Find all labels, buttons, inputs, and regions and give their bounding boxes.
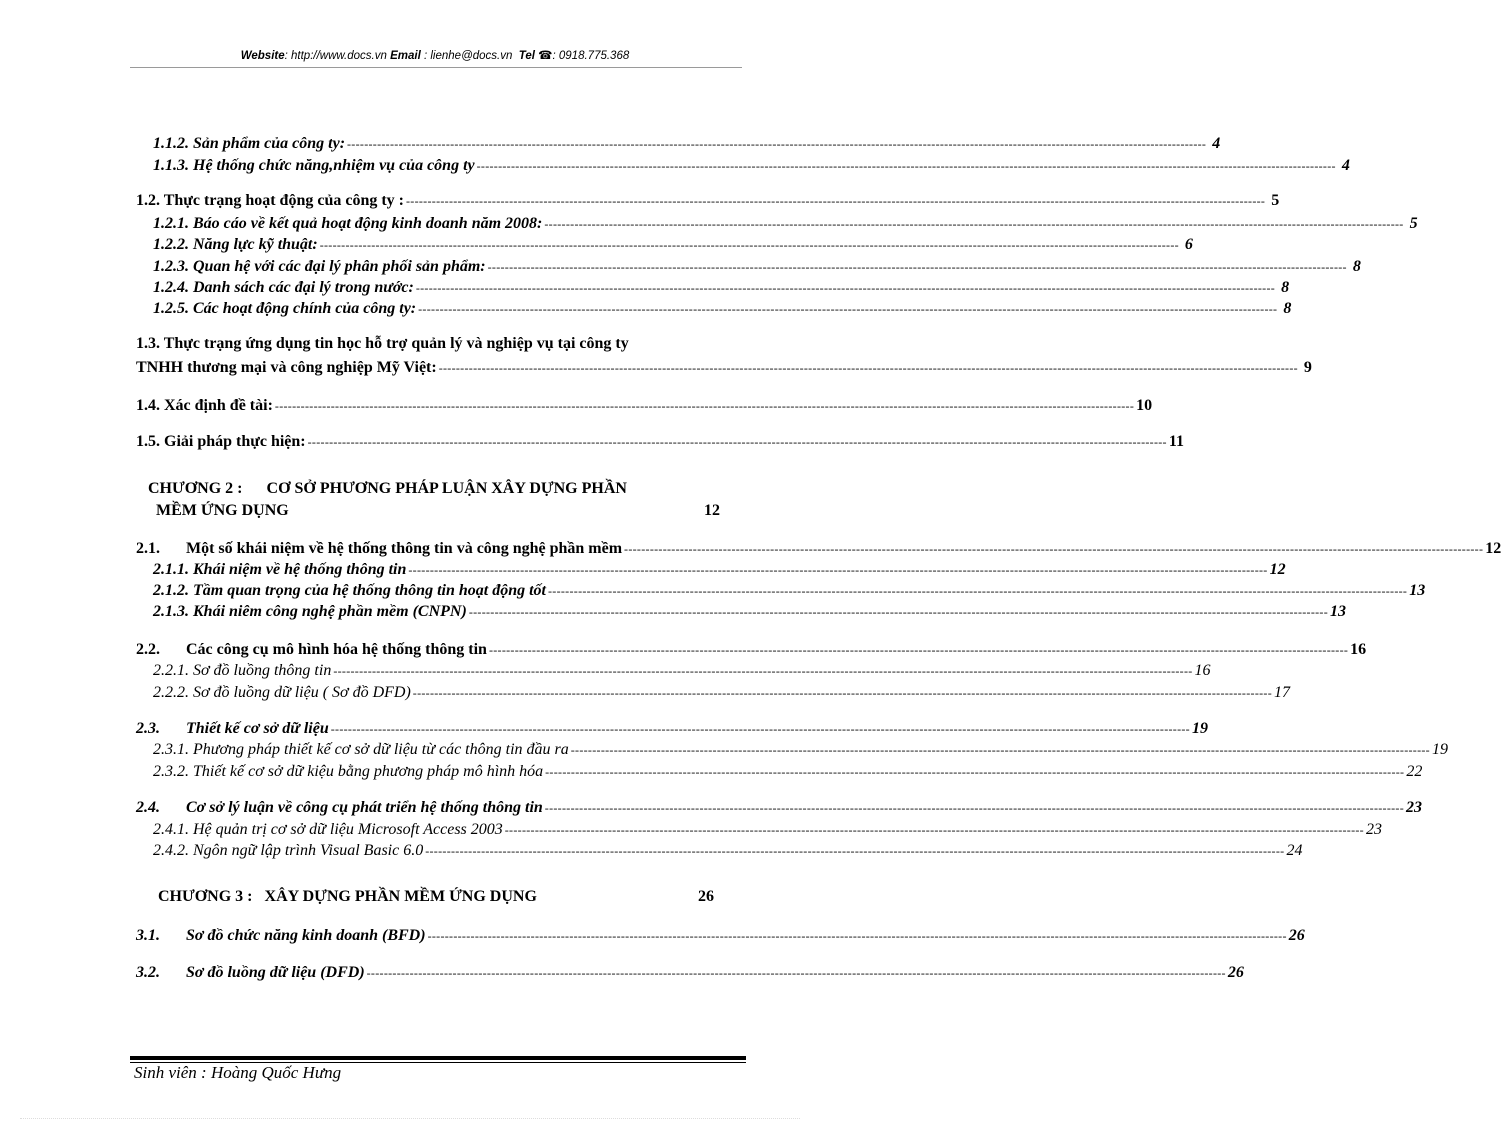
dot-leader: -------------------------------------------------------------------------------------------------------------------------------------------------------------------------------------------------------- xyxy=(412,686,1272,700)
dot-leader: -------------------------------------------------------------------------------------------------------------------------------------------------------------------------------------------------------- xyxy=(406,194,1266,208)
dot-leader: -------------------------------------------------------------------------------------------------------------------------------------------------------------------------------------------------------- xyxy=(415,281,1276,295)
toc-entry: 1.4. Xác định đề tài: -------------------------------------------------------------------------------------------------------------------------------------------------------------------------------------------------------- 10 xyxy=(136,397,1153,414)
website-value: : http://www.docs.vn xyxy=(284,50,387,62)
toc-entry: 1.2.4. Danh sách các đại lý trong nước: -------------------------------------------------------------------------------------------------------------------------------------------------------------------------------------------------------- 8 xyxy=(153,279,1290,296)
header-rule xyxy=(130,67,742,68)
email-value: : lienhe@docs.vn xyxy=(423,50,513,62)
toc-entry-line1: 1.3. Thực trạng ứng dụng tin học hỗ trợ quản lý và nghiệp vụ tại công ty xyxy=(136,335,629,352)
dot-leader: -------------------------------------------------------------------------------------------------------------------------------------------------------------------------------------------------------- xyxy=(468,605,1329,619)
dot-leader: -------------------------------------------------------------------------------------------------------------------------------------------------------------------------------------------------------- xyxy=(476,159,1336,173)
toc-entry: 2.2. Các công cụ mô hình hóa hệ thống thông tin -------------------------------------------------------------------------------------------------------------------------------------------------------------------------------------------------------- 16 xyxy=(136,641,1367,658)
toc-entry: 3.2. Sơ đồ luồng dữ liệu (DFD) -------------------------------------------------------------------------------------------------------------------------------------------------------------------------------------------------------- 26 xyxy=(136,964,1244,981)
dot-leader: -------------------------------------------------------------------------------------------------------------------------------------------------------------------------------------------------------- xyxy=(427,929,1287,943)
chapter-page: 26 xyxy=(698,888,714,905)
toc-entry: 1.2.5. Các hoạt động chính của công ty: -------------------------------------------------------------------------------------------------------------------------------------------------------------------------------------------------------- 8 xyxy=(153,300,1292,317)
toc-entry: 2.2.2. Sơ đồ luồng dữ liệu ( Sơ đồ DFD) -------------------------------------------------------------------------------------------------------------------------------------------------------------------------------------------------------- 17 xyxy=(153,684,1290,701)
page-header xyxy=(130,48,740,62)
dot-leader: -------------------------------------------------------------------------------------------------------------------------------------------------------------------------------------------------------- xyxy=(504,823,1364,837)
toc-entry: 2.1.3. Khái niêm công nghệ phần mềm (CNPN) -------------------------------------------------------------------------------------------------------------------------------------------------------------------------------------------------------- 13 xyxy=(153,603,1347,620)
dot-leader: -------------------------------------------------------------------------------------------------------------------------------------------------------------------------------------------------------- xyxy=(274,399,1135,413)
dot-leader: -------------------------------------------------------------------------------------------------------------------------------------------------------------------------------------------------------- xyxy=(624,542,1484,556)
chapter-heading: CHƯƠNG 2 : CƠ SỞ PHƯƠNG PHÁP LUẬN XÂY DỰNG PHẦN xyxy=(148,480,627,497)
tel-value: : 0918.775.368 xyxy=(552,50,630,62)
toc-entry-line2: TNHH thương mại và công nghiệp Mỹ Việt: -------------------------------------------------------------------------------------------------------------------------------------------------------------------------------------------------------- 9 xyxy=(136,359,1312,376)
dot-leader: -------------------------------------------------------------------------------------------------------------------------------------------------------------------------------------------------------- xyxy=(425,844,1285,858)
toc-entry: 2.3.1. Phương pháp thiết kế cơ sở dữ liệu từ các thông tin đầu ra -------------------------------------------------------------------------------------------------------------------------------------------------------------------------------------------------------- 19 xyxy=(153,741,1448,758)
toc-entry: 1.5. Giải pháp thực hiện: -------------------------------------------------------------------------------------------------------------------------------------------------------------------------------------------------------- 11 xyxy=(136,433,1184,450)
dot-leader: -------------------------------------------------------------------------------------------------------------------------------------------------------------------------------------------------------- xyxy=(570,743,1430,757)
toc-entry: 2.1. Một số khái niệm về hệ thống thông tin và công nghệ phần mềm -------------------------------------------------------------------------------------------------------------------------------------------------------------------------------------------------------- 12 xyxy=(136,540,1501,557)
dot-leader: -------------------------------------------------------------------------------------------------------------------------------------------------------------------------------------------------------- xyxy=(333,664,1193,678)
toc-entry: 3.1. Sơ đồ chức năng kinh doanh (BFD) -------------------------------------------------------------------------------------------------------------------------------------------------------------------------------------------------------- 26 xyxy=(136,927,1305,944)
chapter-heading-line2: MỀM ỨNG DỤNG xyxy=(156,502,289,519)
dot-leader: -------------------------------------------------------------------------------------------------------------------------------------------------------------------------------------------------------- xyxy=(319,238,1179,252)
dot-leader: -------------------------------------------------------------------------------------------------------------------------------------------------------------------------------------------------------- xyxy=(488,643,1349,657)
toc-entry: 2.1.1. Khái niệm về hệ thống thông tin -------------------------------------------------------------------------------------------------------------------------------------------------------------------------------------------------------- 12 xyxy=(153,561,1286,578)
toc-entry: 2.2.1. Sơ đồ luồng thông tin -------------------------------------------------------------------------------------------------------------------------------------------------------------------------------------------------------- 16 xyxy=(153,662,1211,679)
dot-leader: -------------------------------------------------------------------------------------------------------------------------------------------------------------------------------------------------------- xyxy=(548,584,1408,598)
dot-leader: -------------------------------------------------------------------------------------------------------------------------------------------------------------------------------------------------------- xyxy=(544,217,1404,231)
toc-entry: 1.1.3. Hệ thống chức năng,nhiệm vụ của công ty -------------------------------------------------------------------------------------------------------------------------------------------------------------------------------------------------------- 4 xyxy=(153,157,1350,174)
dot-leader: -------------------------------------------------------------------------------------------------------------------------------------------------------------------------------------------------------- xyxy=(487,260,1347,274)
phone-icon: ☎ xyxy=(538,50,553,62)
chapter-heading: CHƯƠNG 3 : XÂY DỰNG PHẦN MỀM ỨNG DỤNG xyxy=(158,888,537,905)
dot-leader: -------------------------------------------------------------------------------------------------------------------------------------------------------------------------------------------------------- xyxy=(545,765,1405,779)
toc-entry: 2.4.1. Hệ quản trị cơ sở dữ liệu Microsoft Access 2003 -------------------------------------------------------------------------------------------------------------------------------------------------------------------------------------------------------- 23 xyxy=(153,821,1382,838)
dot-leader: -------------------------------------------------------------------------------------------------------------------------------------------------------------------------------------------------------- xyxy=(330,722,1190,736)
dot-leader: -------------------------------------------------------------------------------------------------------------------------------------------------------------------------------------------------------- xyxy=(307,435,1167,449)
dot-leader: -------------------------------------------------------------------------------------------------------------------------------------------------------------------------------------------------------- xyxy=(438,361,1298,375)
toc-entry: 1.2.3. Quan hệ với các đại lý phân phối sản phẩm: -------------------------------------------------------------------------------------------------------------------------------------------------------------------------------------------------------- 8 xyxy=(153,258,1361,275)
dot-leader: -------------------------------------------------------------------------------------------------------------------------------------------------------------------------------------------------------- xyxy=(544,801,1405,815)
tel-label: Tel xyxy=(518,50,535,62)
toc-entry: 2.1.2. Tầm quan trọng của hệ thống thông tin hoạt động tốt -------------------------------------------------------------------------------------------------------------------------------------------------------------------------------------------------------- 13 xyxy=(153,582,1426,599)
email-label: Email xyxy=(390,50,421,62)
toc-entry: 2.3.2. Thiết kế cơ sở dữ kiệu bằng phương pháp mô hình hóa -------------------------------------------------------------------------------------------------------------------------------------------------------------------------------------------------------- 22 xyxy=(153,763,1423,780)
toc-entry: 2.4.2. Ngôn ngữ lập trình Visual Basic 6.0 -------------------------------------------------------------------------------------------------------------------------------------------------------------------------------------------------------- 24 xyxy=(153,842,1303,859)
dot-leader: -------------------------------------------------------------------------------------------------------------------------------------------------------------------------------------------------------- xyxy=(347,137,1207,151)
footer-rule xyxy=(130,1056,746,1060)
toc-entry: 1.2.2. Năng lực kỹ thuật: -------------------------------------------------------------------------------------------------------------------------------------------------------------------------------------------------------- 6 xyxy=(153,236,1193,253)
website-label: Website xyxy=(240,50,285,62)
dot-leader: -------------------------------------------------------------------------------------------------------------------------------------------------------------------------------------------------------- xyxy=(366,966,1226,980)
page-edge-dots xyxy=(20,1118,800,1119)
toc-entry: 2.4. Cơ sở lý luận về công cụ phát triển hệ thống thông tin -------------------------------------------------------------------------------------------------------------------------------------------------------------------------------------------------------- 23 xyxy=(136,799,1423,816)
toc-entry: 1.1.2. Sản phẩm của công ty: -------------------------------------------------------------------------------------------------------------------------------------------------------------------------------------------------------- 4 xyxy=(153,135,1221,152)
toc-entry xyxy=(136,335,739,353)
dot-leader: -------------------------------------------------------------------------------------------------------------------------------------------------------------------------------------------------------- xyxy=(418,302,1278,316)
dot-leader: -------------------------------------------------------------------------------------------------------------------------------------------------------------------------------------------------------- xyxy=(408,563,1268,577)
student-name: Sinh viên : Hoàng Quốc Hưng xyxy=(134,1063,342,1082)
chapter-page: 12 xyxy=(704,502,720,519)
toc-entry: 2.3. Thiết kế cơ sở dữ liệu -------------------------------------------------------------------------------------------------------------------------------------------------------------------------------------------------------- 19 xyxy=(136,720,1208,737)
toc-entry: 1.2. Thực trạng hoạt động của công ty : -------------------------------------------------------------------------------------------------------------------------------------------------------------------------------------------------------- 5 xyxy=(136,192,1280,209)
toc-entry: 1.2.1. Báo cáo về kết quả hoạt động kinh doanh năm 2008: -------------------------------------------------------------------------------------------------------------------------------------------------------------------------------------------------------- 5 xyxy=(153,215,1418,232)
